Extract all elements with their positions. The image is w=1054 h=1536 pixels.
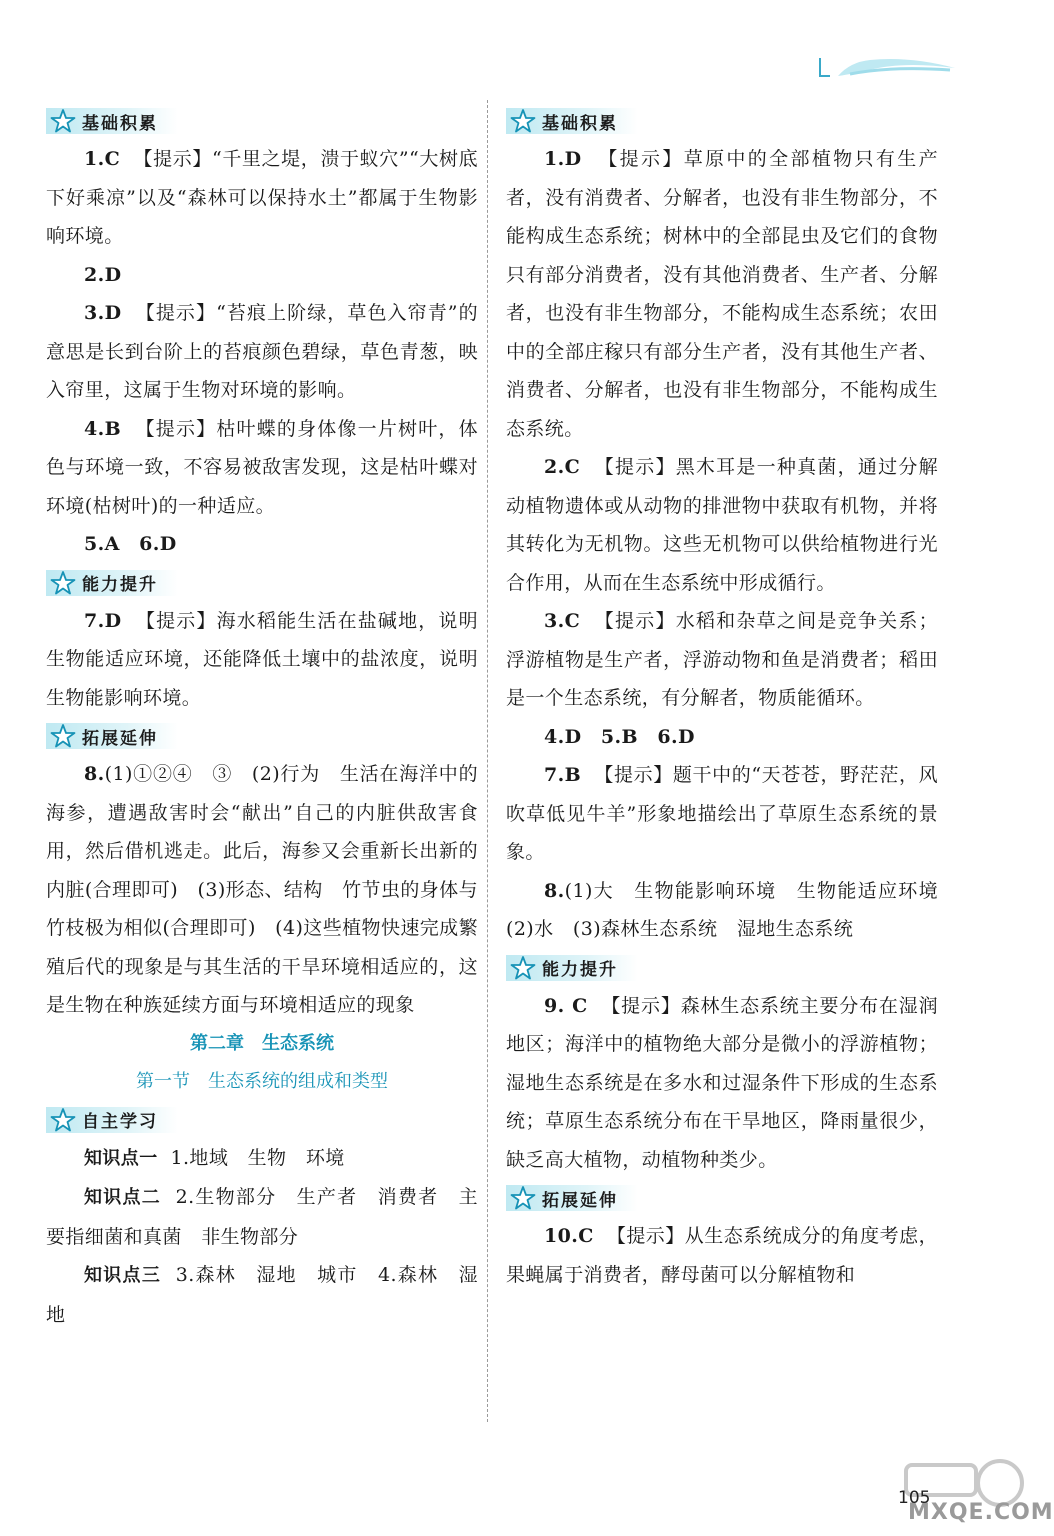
answer-item: 1.C 【提示】“千里之堤，溃于蚁穴”“大树底下好乘凉”以及“森林可以保持水土”都属于生物影响环境。	[46, 148, 478, 247]
section-label: 能力提升	[542, 960, 618, 980]
section-header-extension	[506, 1183, 938, 1213]
answer-item: 7.D 【提示】海水稻能生活在盐碱地，说明生物能适应环境，还能降低土壤中的盐浓度，说明生物能影响环境。	[46, 609, 478, 709]
section-label: 基础积累	[542, 113, 618, 134]
knowledge-point: 知识点三 3.森林 湿地 城市 4.森林 湿地	[46, 1264, 478, 1326]
section-header-ability	[506, 953, 938, 983]
section-label: 拓展延伸	[542, 1190, 618, 1211]
section-header-ability	[46, 568, 478, 598]
answer-item: 4.D 5.B 6.D	[544, 725, 695, 748]
star-icon	[50, 723, 76, 749]
answer-item: 3.C 【提示】水稻和杂草之间是竞争关系；浮游植物是生产者，浮游动物和鱼是消费者；稻田是一个生态系统，有分解者，物质能循环。	[506, 610, 938, 709]
right-column	[506, 102, 958, 1294]
section-label: 能力提升	[82, 575, 158, 595]
answer-item: 10.C 【提示】从生态系统成分的角度考虑，果蝇属于消费者，酵母菌可以分解植物和	[506, 1225, 938, 1286]
answer-item: 9. C 【提示】森林生态系统主要分布在湿润地区；海洋中的植物绝大部分是微小的浮游植物；湿地生态系统是在多水和过湿条件下形成的生态系统；草原生态系统分布在干旱地区，降雨量很少，缺乏高大植物，动植物种类少。	[506, 994, 938, 1171]
column-divider	[487, 100, 488, 1422]
answer-item: 1.D 【提示】草原中的全部植物只有生产者，没有消费者、分解者，也没有非生物部分，不能构成生态系统；树林中的全部昆虫及它们的食物只有部分消费者，没有其他消费者、生产者、分解者，也没有非生物部分，不能构成生态系统；农田中的全部庄稼只有部分生产者，没有其他生产者、消费者、分解者，也没有非生物部分，不能构成生态系统。	[506, 148, 938, 440]
watermark-text: MXQE.COM	[908, 1500, 1054, 1525]
section-header-extension	[46, 721, 478, 751]
star-icon	[50, 570, 76, 596]
header-swoosh-decoration	[790, 40, 960, 100]
answer-item: 2.C 【提示】黑木耳是一种真菌，通过分解动植物遗体或从动物的排泄物中获取有机物，并将其转化为无机物。这些无机物可以供给植物进行光合作用，从而在生态系统中形成循行。	[506, 456, 938, 594]
answer-item: 8.(1)大 生物能影响环境 生物能适应环境 (2)水 (3)森林生态系统 湿地生态系统	[506, 879, 958, 940]
section-label: 拓展延伸	[82, 728, 158, 749]
section-header-basic	[506, 106, 938, 136]
section-header-basic	[46, 106, 478, 136]
page-number: 105	[898, 1488, 931, 1508]
chapter-title: 第二章 生态系统	[190, 1032, 334, 1054]
star-icon	[510, 955, 536, 981]
section-label: 基础积累	[82, 113, 158, 134]
section-header-self-study	[46, 1105, 478, 1135]
answer-item: 2.D	[84, 263, 122, 286]
answer-item: 8.(1)①②④ ③ (2)行为 生活在海洋中的海参，遭遇敌害时会“献出”自己的内脏供敌害食用，然后借机逃走。此后，海参又会重新长出新的内脏(合理即可) (3)形态、结构 竹节虫的身体与竹枝极为相似(合理即可) (4)这些植物快速完成繁殖后代的现象是与其生活的干旱环境相适应的，这是生物在种族延续方面与环境相适应的现象	[46, 763, 478, 1016]
star-icon	[50, 1107, 76, 1133]
answer-item: 3.D 【提示】“苔痕上阶绿，草色入帘青”的意思是长到台阶上的苔痕颜色碧绿，草色青葱，映入帘里，这属于生物对环境的影响。	[46, 302, 478, 401]
star-icon	[510, 108, 536, 134]
section-title: 第一节 生态系统的组成和类型	[136, 1070, 388, 1092]
section-label: 自主学习	[82, 1112, 158, 1132]
answer-item: 4.B 【提示】枯叶蝶的身体像一片树叶，体色与环境一致，不容易被敌害发现，这是枯叶蝶对环境(枯树叶)的一种适应。	[46, 417, 478, 517]
knowledge-point: 知识点一 1.地域 生物 环境	[84, 1146, 345, 1169]
answer-item: 5.A 6.D	[84, 533, 177, 555]
answer-item: 7.B 【提示】题干中的“天苍苍，野茫茫，风吹草低见牛羊”形象地描绘出了草原生态系统的景象。	[506, 764, 938, 863]
knowledge-point: 知识点二 2.生物部分 生产者 消费者 主要指细菌和真菌 非生物部分	[46, 1186, 478, 1248]
star-icon	[50, 108, 76, 134]
left-column	[46, 102, 478, 1334]
star-icon	[510, 1185, 536, 1211]
